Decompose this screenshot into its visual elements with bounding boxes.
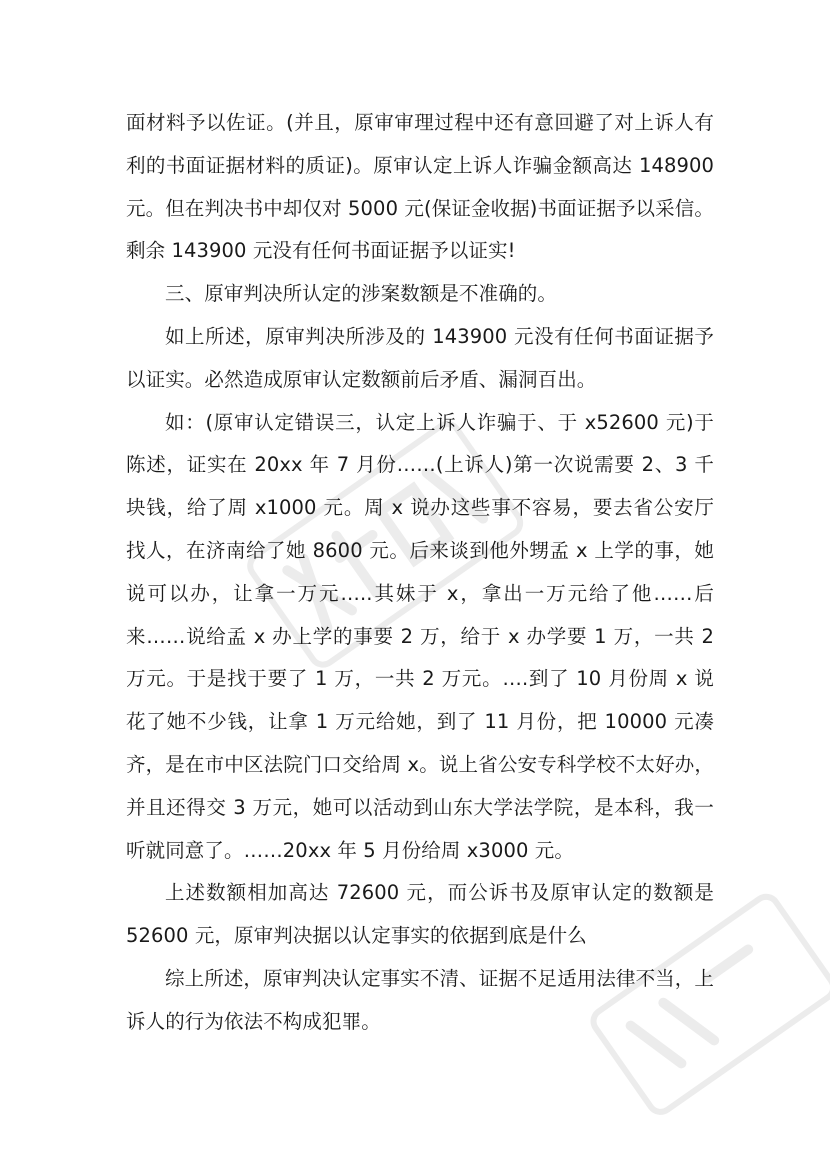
paragraph-sum: 上述数额相加高达 72600 元，而公诉书及原审认定的数额是 52600 元，原审判决据以认定事实的依据到底是什么 [126,881,714,948]
paragraph-example: 如：(原审认定错误三，认定上诉人诈骗于、于 x52600 元)于陈述，证实在 20xx 年 7 月份……(上诉人)第一次说需要 2、3 千块钱，给了周 x1000 元。周 x 说办这些事不容易，要去省公安厅找人，在济南给了她 8600 元。后来谈到他外甥孟 x 上学的事，她说可以办，让拿一万元…..其妹于 x，拿出一万元给了他……后来……说给孟 x 办上学的事要 2 万，给于 x 办学要 1 万，一共 2 万元。于是找于要了 1 万，一共 2 万元。….到了 10 月份周 x 说花了她不少钱，让拿 1 万元给她，到了 11 月份，把 10000 元凑齐，是在市中区法院门口交给周 x。说上省公安专科学校不太好办，并且还得交 3 万元，她可以活动到山东大学法学院，是本科，我一听就同意了。……20xx 年 5 月份给周 x3000 元。 [126,410,715,862]
document-body [126,102,714,1044]
section-heading-3: 三、原审判决所认定的涉案数额是不准确的。 [165,282,558,306]
paragraph-as-stated: 如上所述，原审判决所涉及的 143900 元没有任何书面证据予以证实。必然造成原审认定数额前后矛盾、漏洞百出。 [126,324,714,391]
paragraph-evidence: 面材料予以佐证。(并且，原审审理过程中还有意回避了对上诉人有利的书面证据材料的质证)。原审认定上诉人诈骗金额高达 148900 元。但在判决书中却仅对 5000 元(保证金收据)书面证据予以采信。剩余 143900 元没有任何书面证据予以证实! [126,111,714,263]
paragraph-conclusion: 综上所述，原审判决认定事实不清、证据不足适用法律不当，上诉人的行为依法不构成犯罪。 [126,966,714,1033]
